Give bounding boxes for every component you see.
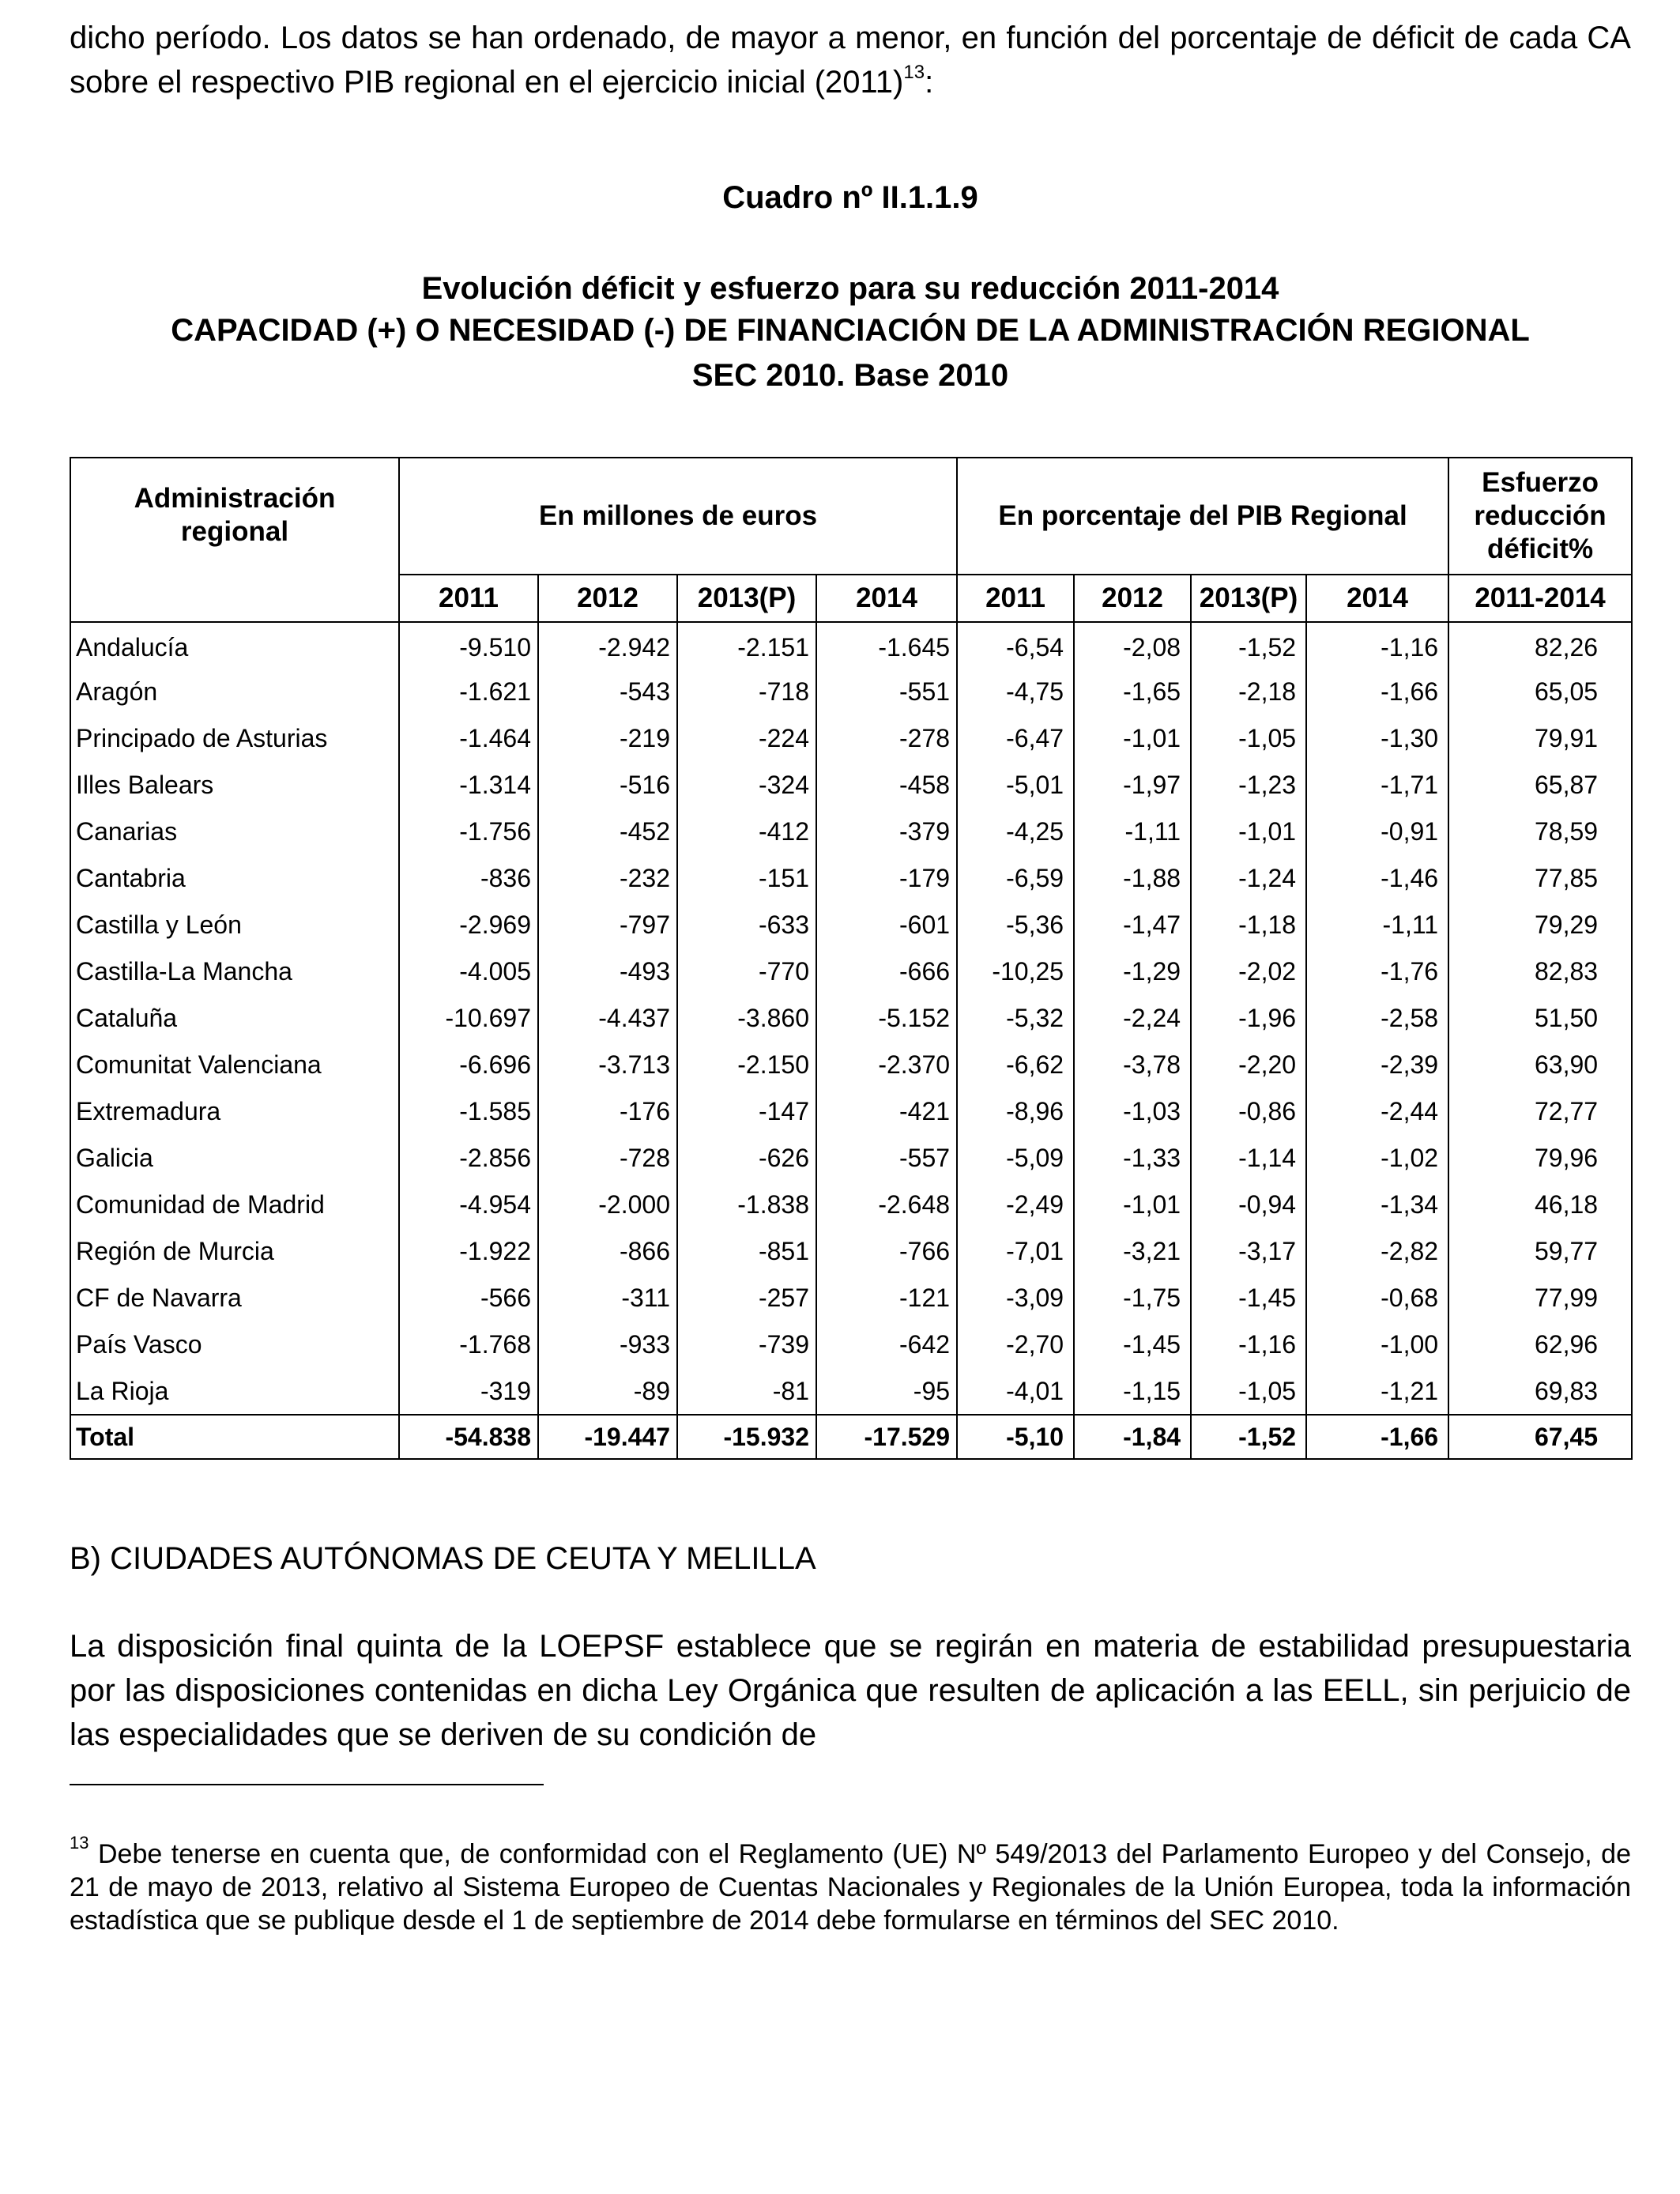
- cell-p2011: -6,59: [957, 855, 1074, 902]
- cell-p2012: -1,47: [1074, 902, 1191, 948]
- region-name: La Rioja: [70, 1368, 399, 1415]
- cell-p2011: -4,01: [957, 1368, 1074, 1415]
- cell-p2014: -1,46: [1306, 855, 1448, 902]
- cell-m2013: -1.838: [677, 1182, 816, 1228]
- year-header: 2011: [957, 575, 1074, 622]
- cell-m2011: -2.969: [399, 902, 538, 948]
- cell-p2014: -1,11: [1306, 902, 1448, 948]
- cell-p2014: -1,71: [1306, 762, 1448, 809]
- cell-p2012: -1,29: [1074, 948, 1191, 995]
- cell-p2014: -0,91: [1306, 809, 1448, 855]
- table-row: [70, 1321, 1632, 1368]
- table-row: [70, 1088, 1632, 1135]
- cell-m2013: -633: [677, 902, 816, 948]
- cell-m2014: -95: [816, 1368, 957, 1415]
- header-admin: Administración regional: [70, 458, 399, 622]
- cell-m2013: -151: [677, 855, 816, 902]
- cell-m2011: -566: [399, 1275, 538, 1321]
- cell-p2012: -1,33: [1074, 1135, 1191, 1182]
- cell-p2013: -1,01: [1191, 809, 1306, 855]
- cell-m2014: -666: [816, 948, 957, 995]
- cell-p2012: -1,97: [1074, 762, 1191, 809]
- cell-p2013: -3,17: [1191, 1228, 1306, 1275]
- cell-p2012: -1,75: [1074, 1275, 1191, 1321]
- cell-m2013: -15.932: [677, 1415, 816, 1459]
- cell-m2012: -452: [538, 809, 677, 855]
- cell-p2011: -6,54: [957, 622, 1074, 669]
- region-name: Andalucía: [70, 622, 399, 669]
- cell-m2013: -412: [677, 809, 816, 855]
- cell-p2012: -3,78: [1074, 1042, 1191, 1088]
- cell-p2014: -1,30: [1306, 715, 1448, 762]
- intro-paragraph: [70, 16, 1631, 104]
- cell-m2013: -739: [677, 1321, 816, 1368]
- cell-p2013: -1,23: [1191, 762, 1306, 809]
- cell-esf: 63,90: [1448, 1042, 1632, 1088]
- cell-p2011: -6,47: [957, 715, 1074, 762]
- cell-p2011: -4,25: [957, 809, 1074, 855]
- header-esfuerzo: Esfuerzo reducción déficit%: [1448, 458, 1632, 575]
- table-total-row: [70, 1415, 1632, 1459]
- cell-p2012: -1,11: [1074, 809, 1191, 855]
- cell-m2011: -9.510: [399, 622, 538, 669]
- table-row: [70, 1042, 1632, 1088]
- cell-m2011: -1.621: [399, 669, 538, 715]
- cell-p2012: -1,01: [1074, 715, 1191, 762]
- table-row: [70, 1135, 1632, 1182]
- table-row: [70, 1228, 1632, 1275]
- cell-m2011: -1.464: [399, 715, 538, 762]
- cell-m2012: -176: [538, 1088, 677, 1135]
- footnote-separator: [70, 1784, 544, 1785]
- section-b-paragraph: La disposición final quinta de la LOEPSF establece que se regirán en materia de estabilidad presupuestaria por las disposiciones contenidas en dicha Ley Orgánica que resulten de aplicación a las EELL, sin perjuicio de las especialidades que se deriven de su condición de: [70, 1629, 1631, 1752]
- region-name: Cataluña: [70, 995, 399, 1042]
- cell-m2011: -4.954: [399, 1182, 538, 1228]
- deficit-table: [70, 457, 1633, 1460]
- cell-m2012: -4.437: [538, 995, 677, 1042]
- region-name: Cantabria: [70, 855, 399, 902]
- year-header: 2011: [399, 575, 538, 622]
- cell-m2011: -4.005: [399, 948, 538, 995]
- cell-p2013: -0,86: [1191, 1088, 1306, 1135]
- table-title-line1: Evolución déficit y esfuerzo para su reducción 2011-2014: [421, 271, 1279, 306]
- table-row: [70, 902, 1632, 948]
- cell-m2013: -851: [677, 1228, 816, 1275]
- cell-esf: 62,96: [1448, 1321, 1632, 1368]
- region-name: Total: [70, 1415, 399, 1459]
- footnote-reference[interactable]: 13: [903, 61, 925, 83]
- table-row: [70, 1275, 1632, 1321]
- cell-m2011: -54.838: [399, 1415, 538, 1459]
- cell-m2014: -17.529: [816, 1415, 957, 1459]
- cell-p2012: -1,45: [1074, 1321, 1191, 1368]
- region-name: País Vasco: [70, 1321, 399, 1368]
- cell-m2013: -770: [677, 948, 816, 995]
- cell-p2013: -1,96: [1191, 995, 1306, 1042]
- cell-m2011: -1.756: [399, 809, 538, 855]
- table-row: [70, 948, 1632, 995]
- table-row: [70, 762, 1632, 809]
- cell-p2011: -5,36: [957, 902, 1074, 948]
- cell-p2011: -7,01: [957, 1228, 1074, 1275]
- cell-p2013: -1,18: [1191, 902, 1306, 948]
- cell-p2014: -1,66: [1306, 1415, 1448, 1459]
- cell-m2013: -626: [677, 1135, 816, 1182]
- cell-m2012: -89: [538, 1368, 677, 1415]
- table-header-row: [70, 458, 1632, 575]
- cell-esf: 79,29: [1448, 902, 1632, 948]
- cell-m2012: -2.942: [538, 622, 677, 669]
- region-name: Comunidad de Madrid: [70, 1182, 399, 1228]
- cell-m2012: -232: [538, 855, 677, 902]
- cell-m2011: -2.856: [399, 1135, 538, 1182]
- cell-esf: 79,91: [1448, 715, 1632, 762]
- cell-p2014: -1,02: [1306, 1135, 1448, 1182]
- cell-p2012: -3,21: [1074, 1228, 1191, 1275]
- cell-p2011: -2,49: [957, 1182, 1074, 1228]
- year-header: 2013(P): [677, 575, 816, 622]
- cell-m2011: -1.768: [399, 1321, 538, 1368]
- cell-p2012: -1,65: [1074, 669, 1191, 715]
- region-name: Extremadura: [70, 1088, 399, 1135]
- table-row: [70, 622, 1632, 669]
- table-title-line2: CAPACIDAD (+) O NECESIDAD (-) DE FINANCIACIÓN DE LA ADMINISTRACIÓN REGIONAL: [171, 313, 1530, 348]
- cell-p2012: -1,84: [1074, 1415, 1191, 1459]
- cell-p2013: -2,20: [1191, 1042, 1306, 1088]
- cell-m2014: -2.370: [816, 1042, 957, 1088]
- cell-m2012: -3.713: [538, 1042, 677, 1088]
- cell-m2014: -766: [816, 1228, 957, 1275]
- region-name: Castilla y León: [70, 902, 399, 948]
- cell-p2013: -1,16: [1191, 1321, 1306, 1368]
- cell-p2011: -5,10: [957, 1415, 1074, 1459]
- cuadro-label: Cuadro nº II.1.1.9: [722, 180, 978, 215]
- cell-esf: 82,83: [1448, 948, 1632, 995]
- cell-m2014: -121: [816, 1275, 957, 1321]
- cell-m2014: -379: [816, 809, 957, 855]
- cell-p2013: -1,52: [1191, 622, 1306, 669]
- cell-m2014: -551: [816, 669, 957, 715]
- cell-esf: 65,05: [1448, 669, 1632, 715]
- cell-m2013: -2.150: [677, 1042, 816, 1088]
- region-name: Principado de Asturias: [70, 715, 399, 762]
- region-name: Galicia: [70, 1135, 399, 1182]
- cell-p2011: -5,09: [957, 1135, 1074, 1182]
- cell-m2014: -179: [816, 855, 957, 902]
- region-name: Región de Murcia: [70, 1228, 399, 1275]
- cell-m2012: -2.000: [538, 1182, 677, 1228]
- cell-esf: 79,96: [1448, 1135, 1632, 1182]
- cell-p2014: -1,21: [1306, 1368, 1448, 1415]
- cell-m2014: -5.152: [816, 995, 957, 1042]
- table-body: [70, 622, 1632, 1459]
- cell-p2012: -1,01: [1074, 1182, 1191, 1228]
- cell-p2014: -1,00: [1306, 1321, 1448, 1368]
- footnote-number: 13: [70, 1832, 89, 1853]
- cell-m2013: -324: [677, 762, 816, 809]
- cell-m2012: -933: [538, 1321, 677, 1368]
- cell-m2014: -2.648: [816, 1182, 957, 1228]
- table-row: [70, 715, 1632, 762]
- cell-p2014: -2,82: [1306, 1228, 1448, 1275]
- intro-text: dicho período. Los datos se han ordenado, de mayor a menor, en función del porcentaje de déficit de cada CA sobre el respectivo PIB regional en el ejercicio inicial (2011): [70, 21, 1631, 100]
- cell-m2013: -2.151: [677, 622, 816, 669]
- cell-p2014: -1,76: [1306, 948, 1448, 995]
- cell-m2011: -319: [399, 1368, 538, 1415]
- header-millones: En millones de euros: [399, 458, 957, 575]
- cell-p2013: -1,24: [1191, 855, 1306, 902]
- cell-m2012: -516: [538, 762, 677, 809]
- cell-p2013: -1,05: [1191, 715, 1306, 762]
- cell-m2013: -257: [677, 1275, 816, 1321]
- cell-m2011: -1.585: [399, 1088, 538, 1135]
- table-row: [70, 1182, 1632, 1228]
- table-titles: [70, 267, 1631, 397]
- cell-p2011: -2,70: [957, 1321, 1074, 1368]
- header-pib: En porcentaje del PIB Regional: [957, 458, 1448, 575]
- cell-m2013: -3.860: [677, 995, 816, 1042]
- table-row: [70, 995, 1632, 1042]
- cell-p2014: -2,58: [1306, 995, 1448, 1042]
- cell-esf: 72,77: [1448, 1088, 1632, 1135]
- cell-m2012: -728: [538, 1135, 677, 1182]
- region-name: Illes Balears: [70, 762, 399, 809]
- cell-m2012: -797: [538, 902, 677, 948]
- cell-p2011: -5,01: [957, 762, 1074, 809]
- cell-p2014: -1,66: [1306, 669, 1448, 715]
- cell-p2011: -5,32: [957, 995, 1074, 1042]
- cell-p2014: -1,34: [1306, 1182, 1448, 1228]
- table-row: [70, 809, 1632, 855]
- cell-m2011: -1.922: [399, 1228, 538, 1275]
- cell-p2011: -4,75: [957, 669, 1074, 715]
- cell-p2011: -6,62: [957, 1042, 1074, 1088]
- cell-esf: 82,26: [1448, 622, 1632, 669]
- cell-p2013: -1,45: [1191, 1275, 1306, 1321]
- cell-p2013: -1,05: [1191, 1368, 1306, 1415]
- cell-p2013: -2,02: [1191, 948, 1306, 995]
- year-header: 2013(P): [1191, 575, 1306, 622]
- cell-p2013: -1,52: [1191, 1415, 1306, 1459]
- intro-tail: :: [925, 65, 934, 100]
- cell-esf: 65,87: [1448, 762, 1632, 809]
- cell-m2013: -224: [677, 715, 816, 762]
- footnote-text: Debe tenerse en cuenta que, de conformidad con el Reglamento (UE) Nº 549/2013 del Parlamento Europeo y del Consejo, de 21 de mayo de 2013, relativo al Sistema Europeo de Cuentas Nacionales y Regionales de la Unión Europea, toda la información estadística que se publique desde el 1 de septiembre de 2014 debe formularse en términos del SEC 2010.: [70, 1839, 1631, 1936]
- cell-m2011: -6.696: [399, 1042, 538, 1088]
- cell-p2011: -8,96: [957, 1088, 1074, 1135]
- cell-p2012: -1,03: [1074, 1088, 1191, 1135]
- footnote: [70, 1832, 1631, 1937]
- cell-m2012: -866: [538, 1228, 677, 1275]
- cell-esf: 67,45: [1448, 1415, 1632, 1459]
- cell-p2013: -1,14: [1191, 1135, 1306, 1182]
- region-name: CF de Navarra: [70, 1275, 399, 1321]
- cell-esf: 78,59: [1448, 809, 1632, 855]
- section-b-title: B) CIUDADES AUTÓNOMAS DE CEUTA Y MELILLA: [70, 1541, 816, 1576]
- table-row: [70, 1368, 1632, 1415]
- cell-m2011: -1.314: [399, 762, 538, 809]
- cell-m2014: -278: [816, 715, 957, 762]
- cell-esf: 59,77: [1448, 1228, 1632, 1275]
- cell-p2014: -0,68: [1306, 1275, 1448, 1321]
- table-row: [70, 669, 1632, 715]
- cell-p2014: -2,44: [1306, 1088, 1448, 1135]
- cell-esf: 77,85: [1448, 855, 1632, 902]
- cell-m2012: -311: [538, 1275, 677, 1321]
- region-name: Canarias: [70, 809, 399, 855]
- cell-p2012: -1,88: [1074, 855, 1191, 902]
- cell-m2011: -836: [399, 855, 538, 902]
- table-title-line3: SEC 2010. Base 2010: [691, 358, 1009, 393]
- cell-p2014: -2,39: [1306, 1042, 1448, 1088]
- year-header: 2012: [538, 575, 677, 622]
- cell-p2014: -1,16: [1306, 622, 1448, 669]
- cell-esf: 77,99: [1448, 1275, 1632, 1321]
- cell-p2011: -3,09: [957, 1275, 1074, 1321]
- cell-m2014: -601: [816, 902, 957, 948]
- cell-m2013: -147: [677, 1088, 816, 1135]
- cell-m2014: -557: [816, 1135, 957, 1182]
- cell-m2014: -642: [816, 1321, 957, 1368]
- year-header: 2014: [816, 575, 957, 622]
- cell-m2014: -1.645: [816, 622, 957, 669]
- cell-m2013: -81: [677, 1368, 816, 1415]
- cell-esf: 46,18: [1448, 1182, 1632, 1228]
- cell-p2012: -2,08: [1074, 622, 1191, 669]
- cell-p2012: -2,24: [1074, 995, 1191, 1042]
- cell-m2014: -458: [816, 762, 957, 809]
- cell-p2012: -1,15: [1074, 1368, 1191, 1415]
- cell-m2012: -493: [538, 948, 677, 995]
- year-header: 2011-2014: [1448, 575, 1632, 622]
- year-header: 2012: [1074, 575, 1191, 622]
- cell-m2011: -10.697: [399, 995, 538, 1042]
- region-name: Aragón: [70, 669, 399, 715]
- cell-m2013: -718: [677, 669, 816, 715]
- cell-m2012: -219: [538, 715, 677, 762]
- region-name: Castilla-La Mancha: [70, 948, 399, 995]
- cell-m2012: -543: [538, 669, 677, 715]
- year-header: 2014: [1306, 575, 1448, 622]
- cell-m2014: -421: [816, 1088, 957, 1135]
- cell-esf: 51,50: [1448, 995, 1632, 1042]
- cell-esf: 69,83: [1448, 1368, 1632, 1415]
- table-row: [70, 855, 1632, 902]
- cell-p2013: -2,18: [1191, 669, 1306, 715]
- cell-m2012: -19.447: [538, 1415, 677, 1459]
- region-name: Comunitat Valenciana: [70, 1042, 399, 1088]
- cell-p2013: -0,94: [1191, 1182, 1306, 1228]
- cell-p2011: -10,25: [957, 948, 1074, 995]
